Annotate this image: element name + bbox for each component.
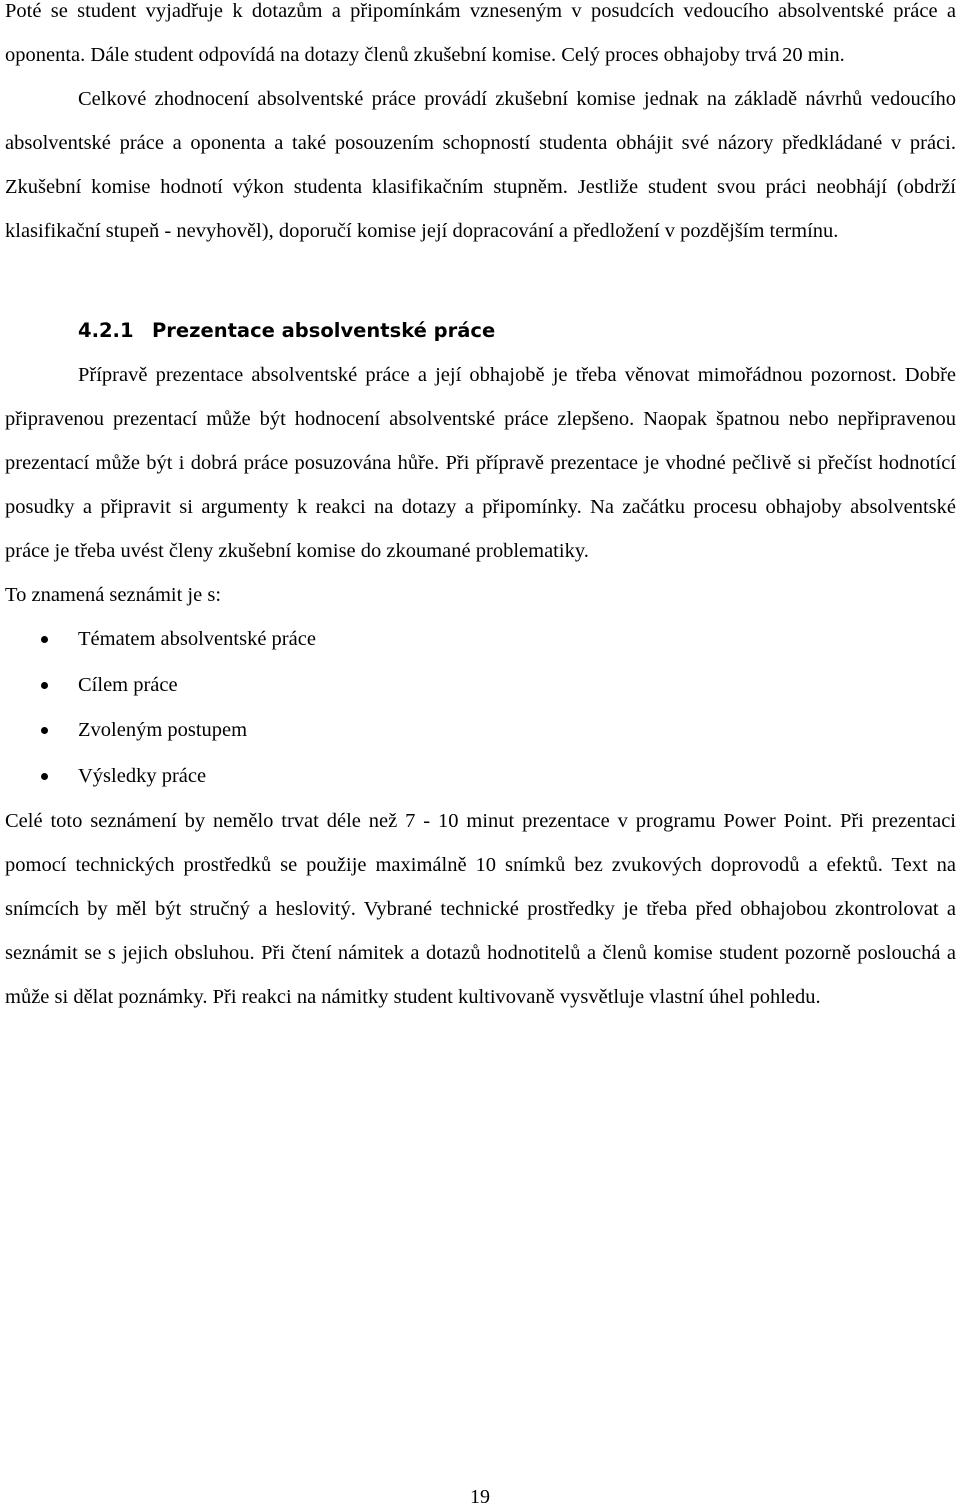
bullet-icon [41,773,48,780]
list-item [5,663,956,709]
section-number: 4.2.1 [78,319,134,342]
paragraph-overall-evaluation: Celkové zhodnocení absolventské práce provádí zkušební komise jednak na základě návrhů vedoucího absolventské práce a oponenta a také posouzením schopností studenta obhájit své názory předkládané v práci. Zkušební komise hodnotí výkon studenta klasifikačním stupněm. Jestliže student svou práci neobhájí (obdrží klasifikační stupeň - nevyhověl), doporučí komise její dopracování a předložení v pozdějším termínu. [5,88,956,242]
list-item-text: Výsledky práce [78,764,207,787]
document-page [5,0,956,1019]
bullet-icon [41,636,48,643]
list-item [5,708,956,754]
paragraph-presentation-preparation: Přípravě prezentace absolventské práce a její obhajobě je třeba věnovat mimořádnou pozornost. Dobře připravenou prezentací může být hodnocení absolventské práce zlepšeno. Naopak špatnou nebo nepřipravenou prezentací může být i dobrá práce posuzována hůře. Při přípravě prezentace je vhodné pečlivě si přečíst hodnotící posudky a připravit si argumenty k reakci na dotazy a připomínky. Na začátku procesu obhajoby absolventské práce je třeba uvést členy zkušební komise do zkoumané problematiky. [5,364,956,562]
list-intro: To znamená seznámit je s: [5,584,222,606]
paragraph-presentation-rules: Celé toto seznámení by nemělo trvat déle než 7 - 10 minut prezentace v programu Power Point. Při prezentaci pomocí technických prostředků se použije maximálně 10 snímků bez zvukových doprovodů a efektů. Text na snímcích by měl být stručný a heslovitý. Vybrané technické prostředky je třeba před obhajobou zkontrolovat a seznámit se s jejich obsluhou. Při čtení námitek a dotazů hodnotitelů a členů komise student pozorně poslouchá a může si dělat poznámky. Při reakci na námitky student kultivovaně vysvětluje vlastní úhel pohledu. [5,810,956,1008]
list-item-text: Cílem práce [78,673,178,696]
section-heading [5,309,956,353]
bullet-list [5,617,956,799]
list-item [5,617,956,663]
list-item-text: Zvoleným postupem [78,719,248,741]
section-title: Prezentace absolventské práce [152,319,496,342]
bullet-icon [41,682,48,689]
list-item-text: Tématem absolventské práce [78,628,316,650]
paragraph-defense-questions: Poté se student vyjadřuje k dotazům a připomínkám vzneseným v posudcích vedoucího absolventské práce a oponenta. Dále student odpovídá na dotazy členů zkušební komise. Celý proces obhajoby trvá 20 min. [5,0,956,66]
list-item [5,754,956,800]
bullet-icon [41,727,48,734]
page-number: 19 [470,1486,490,1508]
